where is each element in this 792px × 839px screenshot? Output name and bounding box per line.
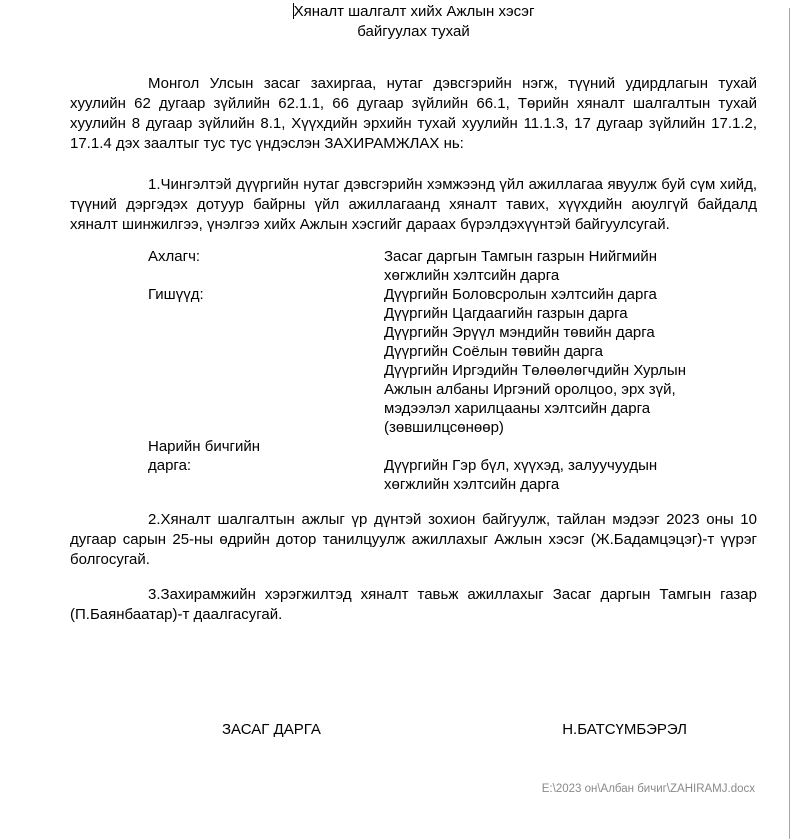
signature-name: Н.БАТСҮМБЭРЭЛ	[562, 721, 687, 738]
document-title-line-2	[70, 22, 757, 42]
member-item: Дүүргийн Боловсролын хэлтсийн дарга	[384, 286, 657, 303]
member-item: Дүүргийн Соёлын төвийн дарга	[384, 343, 603, 360]
footer-file-path: E:\2023 он\Албан бичиг\ZAHIRAMJ.docx	[541, 783, 755, 795]
signature-block	[70, 720, 757, 740]
composition-row-members	[148, 285, 757, 437]
composition-row-secretary	[148, 437, 757, 494]
document-title-text-1: Хяналт шалгалт хийх Ажлын хэсэг	[293, 3, 535, 20]
paragraph-preamble: Монгол Улсын засаг захиргаа, нутаг дэвсгэрийн нэгж, түүний удирдлагын тухай хуулийн 62 дугаар зүйлийн 62.1.1, 66 дугаар зүйлийн 66.1, Төрийн хяналт шалгалтын тухай хуулийн 8 дугаар зүйлийн 8.1, Хүүхдийн эрхийн тухай хуулийн 11.1.3, 17 дугаар зүйлийн 17.1.2, 17.1.4 дэх заалтыг тус тус үндэслэн ЗАХИРАМЖЛАХ нь:	[70, 75, 757, 152]
member-item: Дүүргийн Иргэдийн Төлөөлөгчдийн Хурлын Ажлын албаны Иргэний оролцоо, эрх зүй, мэдээлэл харилцааны хэлтсийн дарга (зөвшилцсөнөөр)	[384, 362, 686, 436]
member-item: Засаг даргын Тамгын газрын Нийгмийн хөгжлийн хэлтсийн дарга	[384, 248, 658, 284]
member-item: Дүүргийн Эрүүл мэндийн төвийн дарга	[384, 324, 655, 341]
page-edge-line	[789, 8, 790, 839]
paragraph-clause-1: 1.Чингэлтэй дүүргийн нутаг дэвсгэрийн хэмжээнд үйл ажиллагаа явуулж буй сүм хийд, түүний дэргэдэх дотуур байрны үйл ажиллагаанд хяналт тавих, хүүхдийн аюулгүй байдалд хяналт шинжилгээ, үнэлгээ хийх Ажлын хэсгийг дараах бүрэлдэхүүнтэй байгуулсугай.	[70, 176, 757, 233]
member-item: Дүүргийн Цагдаагийн газрын дарга	[384, 305, 628, 322]
document-page[interactable]	[70, 0, 757, 796]
members-secretary	[384, 437, 718, 494]
paragraph-clause-2: 2.Хяналт шалгалтын ажлыг үр дүнтэй зохион байгуулж, тайлан мэдээг 2023 оны 10 дугаар сарын 25-ны өдрийн дотор танилцуулж ажиллахыг Ажлын хэсэг (Ж.Бадамцэцэг)-т үүрэг болгосугай.	[70, 511, 757, 568]
member-item: Дүүргийн Гэр бүл, хүүхэд, залуучуудын хөгжлийн хэлтсийн дарга	[384, 457, 658, 493]
paragraph-clause-3: 3.Захирамжийн хэрэгжилтэд хяналт тавьж ажиллахыг Засаг даргын Тамгын газар (П.Баянбаатар)-т даалгасугай.	[70, 586, 757, 623]
composition-row-leader	[148, 247, 757, 285]
role-label-leader: Ахлагч:	[148, 248, 201, 265]
composition-list	[148, 247, 757, 494]
role-label-members: Гишүүд:	[148, 286, 204, 303]
role-label-secretary: Нарийн бичгийн дарга:	[148, 438, 261, 474]
members-list	[384, 285, 718, 437]
members-leader	[384, 247, 718, 285]
document-title-line-1	[70, 2, 757, 22]
signature-position-title: ЗАСАГ ДАРГА	[222, 721, 321, 738]
document-title-text-2: байгуулах тухай	[357, 23, 470, 40]
